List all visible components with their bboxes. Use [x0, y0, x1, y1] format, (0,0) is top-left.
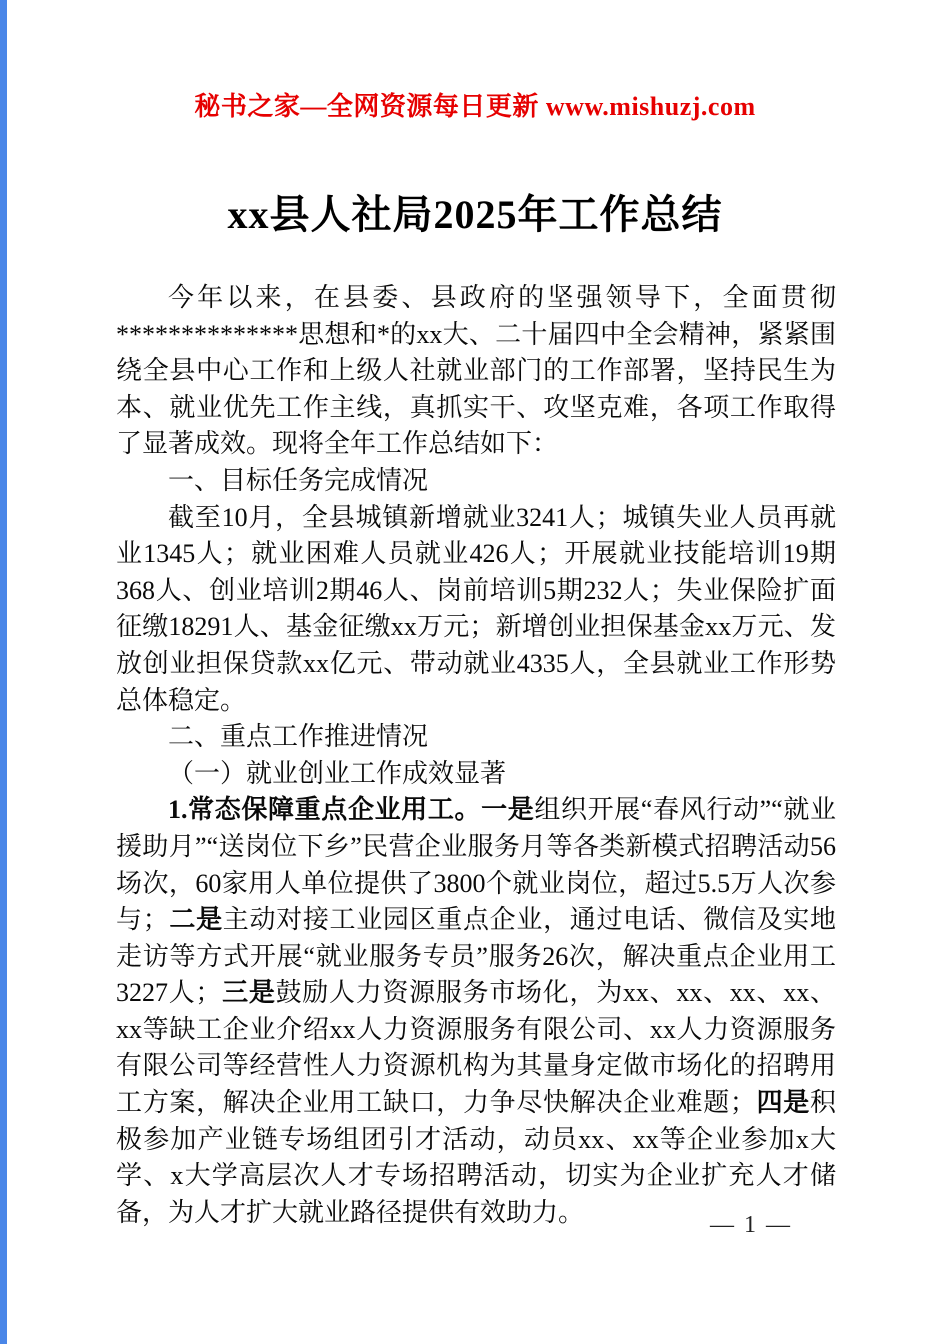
- header-tagline: 全网资源每日更新: [326, 92, 539, 121]
- bold-run: 1.常态保障重点企业用工。一是: [168, 795, 535, 825]
- paragraph: [116, 280, 836, 463]
- paragraph: [116, 719, 836, 756]
- paragraph: [116, 500, 836, 720]
- text-run: 主动对接工业园区重点企业，通过电话、微信及实地走访等方式开展“就业服务专员”服务26次，解决重点企业用工3227人；: [116, 905, 836, 1008]
- text-run: 一、目标任务完成情况: [168, 465, 429, 495]
- paragraph: [116, 463, 836, 500]
- document-body: [116, 280, 836, 1231]
- bold-run: 二是: [168, 905, 223, 935]
- text-run: 二、重点工作推进情况: [168, 722, 429, 752]
- site-name: 秘书之家: [194, 92, 301, 121]
- header-separator: —: [300, 92, 327, 121]
- text-run: 鼓励人力资源服务市场化，为xx、xx、xx、xx、xx等缺工企业介绍xx人力资源服务有限公司、xx人力资源服务有限公司等经营性人力资源机构为其量身定做市场化的招聘用工方案，解决企业用工缺口，力争尽快解决企业难题；: [116, 978, 836, 1118]
- page-number: — 1 —: [710, 1212, 792, 1238]
- text-run: （一）就业创业工作成效显著: [168, 758, 507, 788]
- document-title: xx县人社局2025年工作总结: [227, 192, 723, 237]
- text-run: 组织开展“春风行动”“就业援助月”“送岗位下乡”民营企业服务月等各类新模式招聘活动56场次，60家用人单位提供了3800个就业岗位，超过5.5万人次参与；: [116, 795, 836, 935]
- text-run: 截至10月，全县城镇新增就业3241人；城镇失业人员再就业1345人；就业困难人员就业426人；开展就业技能培训19期368人、创业培训2期46人、岗前培训5期232人；失业保险扩面征缴18291人、基金征缴xx万元；新增创业担保基金xx万元、发放创业担保贷款xx亿元、带动就业4335人，全县就业工作形势总体稳定。: [116, 502, 836, 715]
- bold-run: 三是: [221, 978, 276, 1008]
- paragraph: [116, 792, 836, 1231]
- site-url: www.mishuzj.com: [545, 92, 756, 121]
- paragraph: [116, 756, 836, 793]
- text-run: 积极参加产业链专场组团引才活动，动员xx、xx等企业参加x大学、x大学高层次人才专场招聘活动，切实为企业扩充人才储备，为人才扩大就业路径提供有效助力。: [116, 1088, 836, 1227]
- bold-run: 四是: [755, 1088, 810, 1118]
- site-header: [0, 86, 950, 123]
- text-run: 今年以来，在县委、县政府的坚强领导下，全面贯彻**************思想和*的xx大、二十届四中全会精神，紧紧围绕全县中心工作和上级人社就业部门的工作部署，坚持民生为本、就业优先工作主线，真抓实干、攻坚克难，各项工作取得了显著成效。现将全年工作总结如下：: [116, 283, 836, 459]
